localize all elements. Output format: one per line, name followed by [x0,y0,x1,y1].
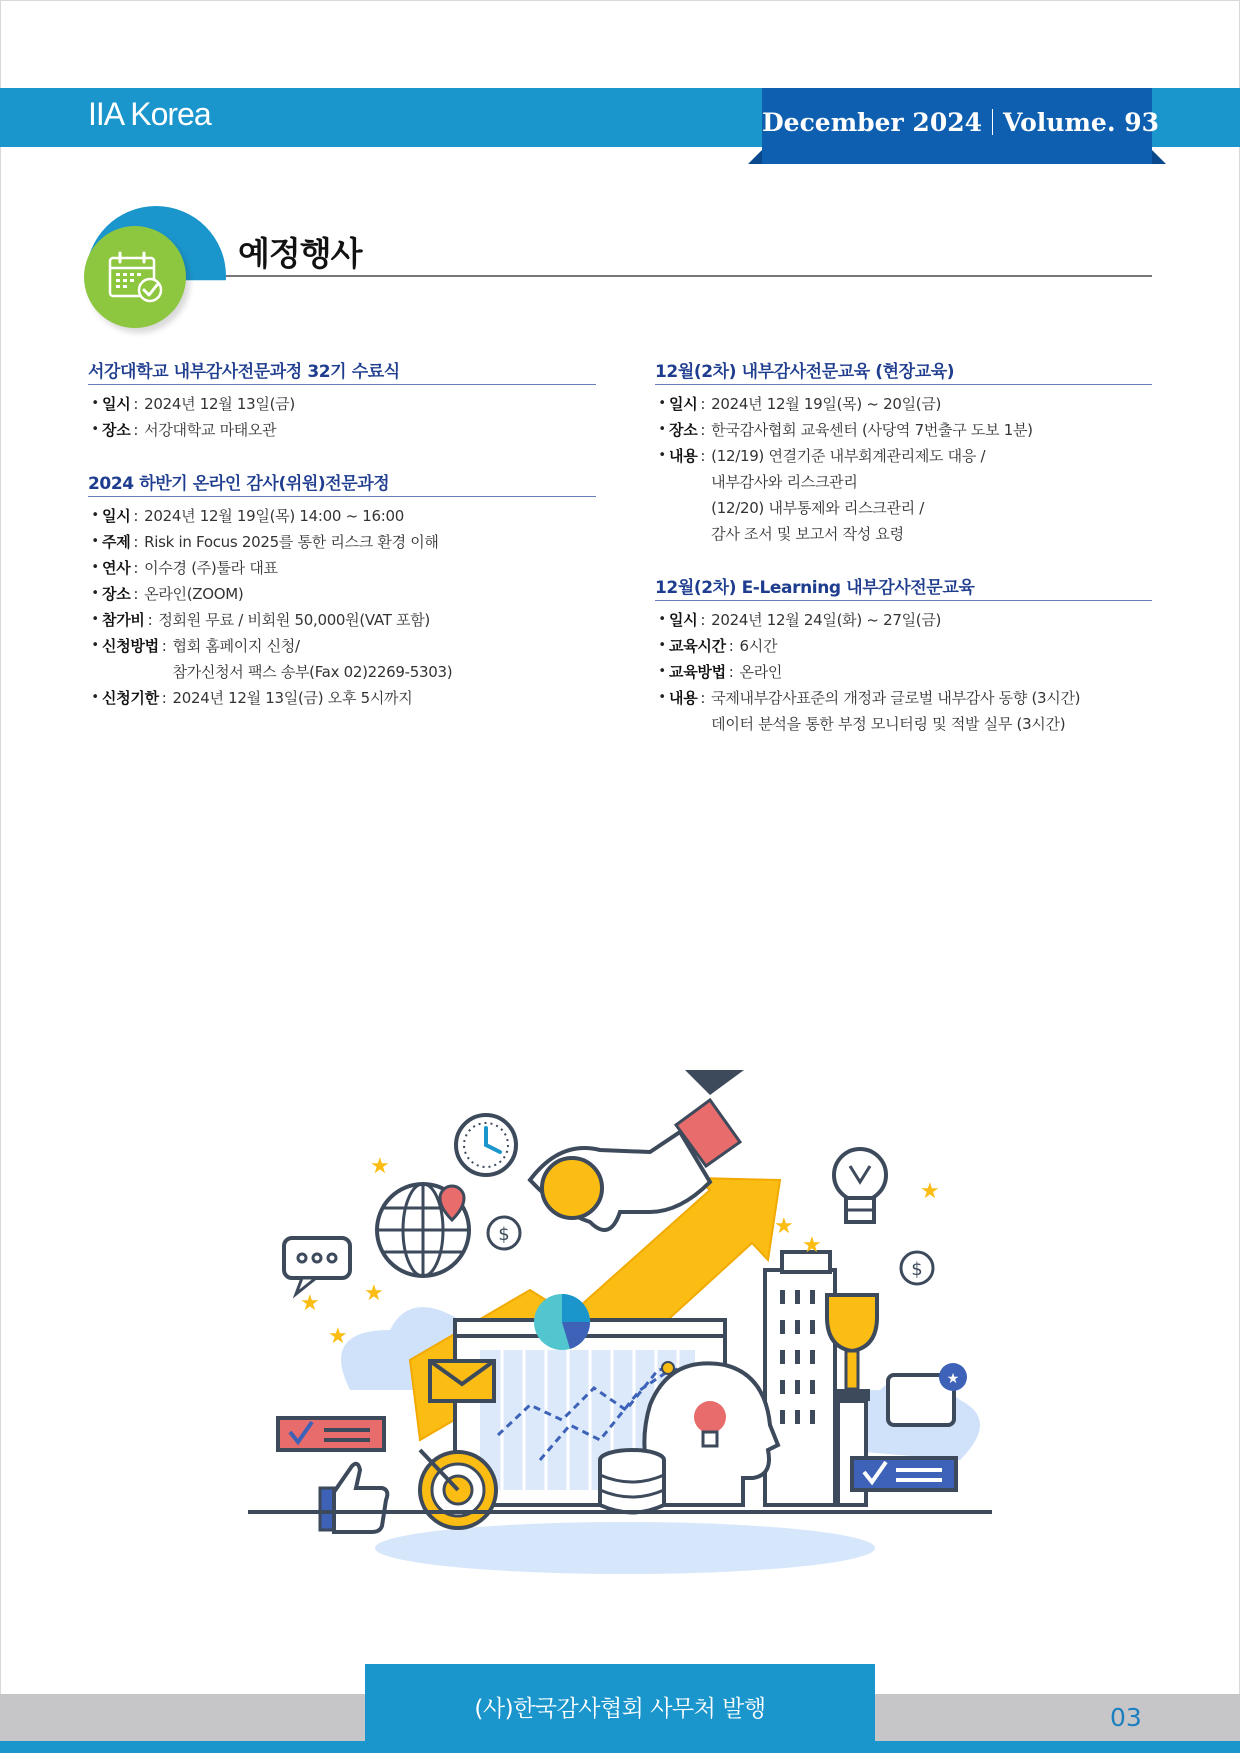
svg-text:$: $ [498,1224,510,1245]
event-detail-row [88,581,596,607]
event-sogang-graduation [88,357,596,443]
bullet: • [91,422,99,437]
detail-value: 내부감사와 리스크관리 [711,473,858,491]
event-detail-row [655,607,1152,633]
detail-value: 온라인(ZOOM) [144,585,244,603]
issue-volume: Volume. 93 [1003,108,1160,137]
svg-text:★: ★ [300,1291,320,1316]
event-detail-row [655,391,1152,417]
events-left-column [88,357,596,737]
detail-label: 신청기한 [102,689,159,707]
event-detail-row [88,503,596,529]
svg-text:$: $ [911,1259,923,1280]
detail-label: 장소 [102,421,131,439]
detail-value: 서강대학교 마태오관 [144,421,277,439]
event-detail-row [655,659,1152,685]
detail-colon: : [700,611,706,629]
chat-star-icon [888,1363,967,1425]
detail-label: 신청방법 [102,637,159,655]
title-rule [226,275,1152,277]
detail-colon: : [133,533,139,551]
ground-shadow [375,1522,875,1574]
detail-value: (12/19) 연결기준 내부회계관리제도 대응 / [711,447,986,465]
detail-value: 이수경 (주)툴라 대표 [144,559,278,577]
checklist-icon [852,1458,956,1490]
bullet: • [91,560,99,575]
envelope-icon [430,1361,494,1401]
detail-value: 정회원 무료 / 비회원 50,000원(VAT 포함) [158,611,430,629]
section-title: 예정행사 [238,234,362,273]
detail-value: 2024년 12월 13일(금) [144,395,295,413]
page-number: 03 [1110,1703,1142,1732]
bullet: • [658,690,666,705]
checklist-icon [278,1418,384,1450]
detail-label: 주제 [102,533,131,551]
footer-publisher: (사)한국감사협회 사무처 발행 [474,1696,766,1722]
event-detail-row [655,443,1152,547]
event-detail-row [655,685,1152,737]
svg-text:★: ★ [802,1233,822,1258]
detail-label: 일시 [102,507,131,525]
clock-icon [456,1115,516,1175]
detail-label: 참가비 [102,611,145,629]
detail-value: 2024년 12월 19일(목) ~ 20일(금) [711,395,942,413]
event-detail-row [655,633,1152,659]
detail-colon: : [728,663,734,681]
detail-colon: : [161,689,167,707]
business-growth-illustration [240,1070,1000,1580]
svg-text:★: ★ [364,1281,384,1306]
lightbulb-icon [834,1149,886,1222]
svg-text:★: ★ [328,1324,348,1349]
detail-value: 온라인 [739,663,783,681]
svg-text:★: ★ [774,1214,794,1239]
bullet: • [658,664,666,679]
building-icon [765,1252,835,1505]
detail-value: 6시간 [739,637,778,655]
target-icon [420,1450,496,1528]
event-title: 서강대학교 내부감사전문과정 32기 수료식 [88,357,596,385]
chat-bubble-icon [284,1238,350,1294]
event-detail-row [88,417,596,443]
bullet: • [91,396,99,411]
event-detail-row [88,555,596,581]
bullet: • [658,396,666,411]
detail-value: 2024년 12월 13일(금) 오후 5시까지 [172,689,413,707]
footer-publisher-box [365,1664,875,1753]
events-right-column [655,357,1152,763]
detail-value: Risk in Focus 2025를 통한 리스크 환경 이해 [144,533,439,551]
detail-label: 내용 [669,447,698,465]
event-detail-row [655,417,1152,443]
detail-value: 국제내부감사표준의 개정과 글로벌 내부감사 동향 (3시간) [711,689,1081,707]
pie-chart-icon [534,1294,590,1350]
database-icon [600,1450,664,1513]
title-badge [84,226,186,328]
detail-colon: : [728,637,734,655]
detail-value: 2024년 12월 24일(화) ~ 27일(금) [711,611,942,629]
issue-separator [992,109,993,135]
detail-colon: : [133,559,139,577]
svg-text:★: ★ [370,1154,390,1179]
event-onsite-education [655,357,1152,547]
detail-colon: : [133,421,139,439]
bullet: • [658,612,666,627]
detail-colon: : [147,611,153,629]
dollar-coin-icon [488,1217,520,1249]
detail-label: 교육시간 [669,637,726,655]
detail-label: 일시 [102,395,131,413]
event-detail-row [88,391,596,417]
svg-text:★: ★ [946,1371,960,1387]
detail-value: 참가신청서 팩스 송부(Fax 02)2269-5303) [172,663,453,681]
detail-label: 일시 [669,395,698,413]
detail-label: 장소 [102,585,131,603]
detail-label: 연사 [102,559,131,577]
detail-colon: : [700,395,706,413]
brand-logo-text: IIA Korea [88,96,211,132]
detail-colon: : [133,585,139,603]
bullet: • [91,638,99,653]
bullet: • [658,638,666,653]
svg-text:★: ★ [920,1179,940,1204]
bullet: • [91,690,99,705]
event-detail-row [88,633,596,685]
event-title: 12월(2차) 내부감사전문교육 (현장교육) [655,357,1152,385]
bullet: • [91,534,99,549]
dollar-coin-icon [901,1252,933,1284]
bullet: • [91,586,99,601]
detail-label: 내용 [669,689,698,707]
detail-value: 데이터 분석을 통한 부정 모니터링 및 적발 실무 (3시간) [711,715,1066,733]
detail-label: 장소 [669,421,698,439]
issue-tab [762,88,1160,164]
issue-info [762,108,1160,137]
issue-month: December 2024 [762,108,983,137]
bullet: • [658,448,666,463]
event-elearning-education [655,573,1152,737]
detail-value: 한국감사협회 교육센터 (사당역 7번출구 도보 1분) [711,421,1033,439]
detail-colon: : [133,395,139,413]
detail-colon: : [700,447,706,465]
event-title: 2024 하반기 온라인 감사(위원)전문과정 [88,469,596,497]
detail-value: 협회 홈페이지 신청/ [172,637,300,655]
calendar-check-icon [106,250,166,306]
event-detail-row [88,607,596,633]
detail-colon: : [133,507,139,525]
detail-colon: : [700,421,706,439]
detail-label: 교육방법 [669,663,726,681]
detail-value: 감사 조서 및 보고서 작성 요령 [711,525,904,543]
bullet: • [91,508,99,523]
detail-value: 2024년 12월 19일(목) 14:00 ~ 16:00 [144,507,405,525]
event-title: 12월(2차) E-Learning 내부감사전문교육 [655,573,1152,601]
detail-label: 일시 [669,611,698,629]
event-online-audit-course [88,469,596,711]
detail-colon: : [161,637,167,655]
event-detail-row [88,685,596,711]
bullet: • [658,422,666,437]
thumbs-up-icon [320,1464,387,1532]
event-detail-row [88,529,596,555]
detail-value: (12/20) 내부통제와 리스크관리 / [711,499,925,517]
globe-icon [377,1184,469,1276]
detail-colon: : [700,689,706,707]
bullet: • [91,612,99,627]
